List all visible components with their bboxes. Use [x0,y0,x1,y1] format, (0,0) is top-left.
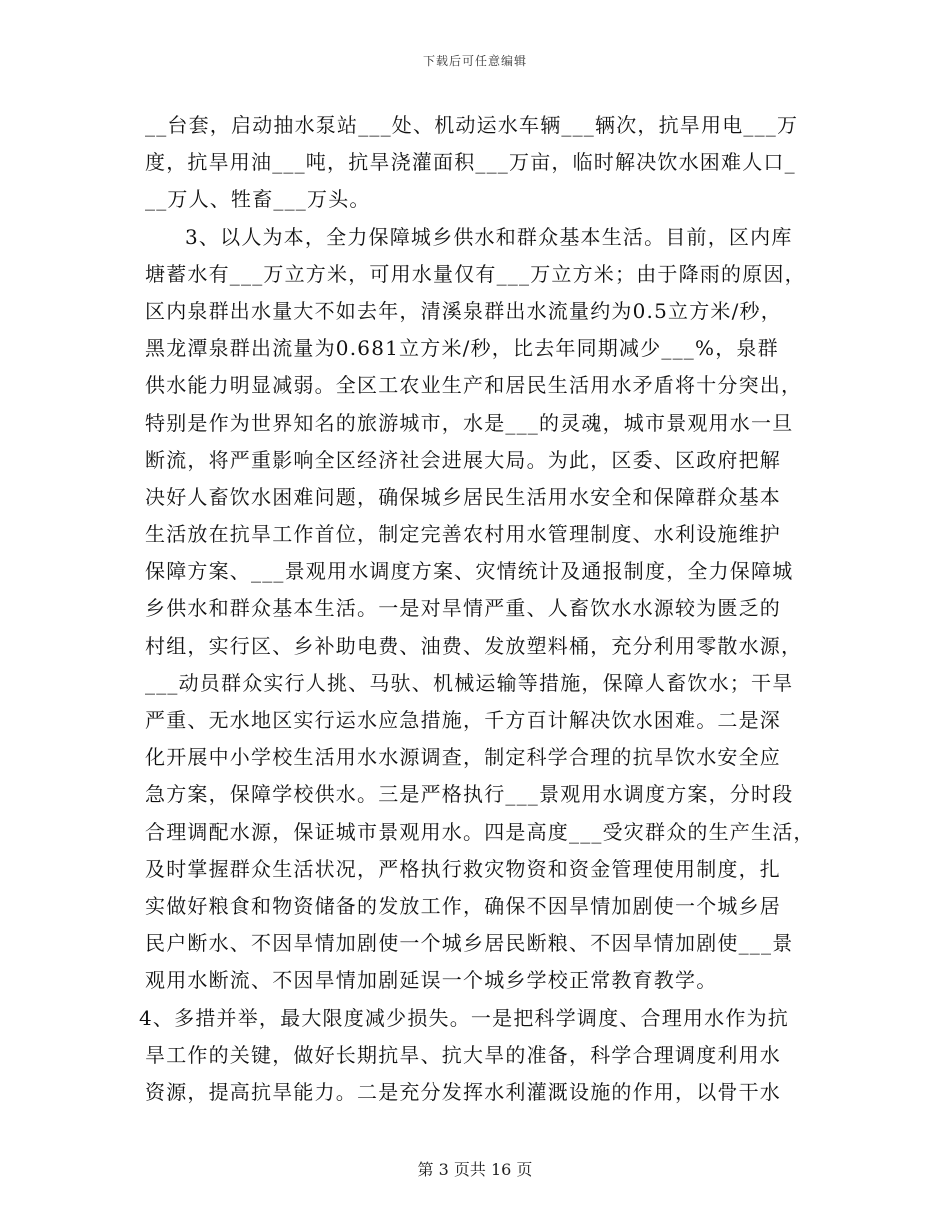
body-line: 观用水断流、不因旱情加剧延误一个城乡学校正常教育教学。 [145,968,718,993]
body-line: 塘蓄水有___万立方米，可用水量仅有___万立方米；由于降雨的原因， [145,261,806,286]
body-line: 实做好粮食和物资储备的发放工作，确保不因旱情加剧使一个城乡居 [145,893,781,918]
paragraph-start-line: 4、多措并举，最大限度减少损失。一是把科学调度、合理用水作为抗 [139,1005,789,1030]
body-line: __万人、牲畜___万头。 [145,187,371,212]
page-number-footer: 第 3 页共 16 页 [417,1160,533,1179]
body-line: 严重、无水地区实行运水应急措施，千方百计解决饮水困难。二是深 [145,708,781,732]
body-line: 资源，提高抗旱能力。二是充分发挥水利灌溉设施的作用，以骨干水 [145,1079,781,1104]
body-line: 区内泉群出水量大不如去年，清溪泉群出水流量约为0.5立方米/秒， [145,298,782,323]
page-header: 下载后可任意编辑 [422,54,527,68]
body-line: 生活放在抗旱工作首位，制定完善农村用水管理制度、水利设施维护 [145,522,781,547]
body-line: 断流，将严重影响全区经济社会进展大局。为此，区委、区政府把解 [145,447,781,472]
body-line: 及时掌握群众生活状况，严格执行救灾物资和资金管理使用制度，扎 [145,856,781,881]
body-line: 特别是作为世界知名的旅游城市，水是___的灵魂，城市景观用水一旦 [145,410,794,435]
body-line: 化开展中小学校生活用水水源调查，制定科学合理的抗旱饮水安全应 [145,745,781,770]
body-line: 黑龙潭泉群出流量为0.681立方米/秒，比去年同期减少___%，泉群 [145,336,779,361]
body-line: __台套，启动抽水泵站___处、机动运水车辆___辆次，抗旱用电___万 [145,113,799,137]
body-line: 旱工作的关键，做好长期抗旱、抗大旱的准备，科学合理调度利用水 [145,1042,781,1067]
body-line: 供水能力明显减弱。全区工农业生产和居民生活用水矛盾将十分突出， [145,373,803,398]
body-line: 村组，实行区、乡补助电费、油费、发放塑料桶，充分利用零散水源， [145,633,803,658]
body-line: 保障方案、___景观用水调度方案、灾情统计及通报制度，全力保障城 [145,559,794,584]
body-line: 决好人畜饮水困难问题，确保城乡居民生活用水安全和保障群众基本 [145,484,781,509]
body-line: 合理调配水源，保证城市景观用水。四是高度___受灾群众的生产生活， [145,819,815,844]
document-body [139,107,825,1111]
body-line: 度，抗旱用油___吨，抗旱浇灌面积___万亩，临时解决饮水困难人口_ [145,150,796,175]
body-line: ___动员群众实行人挑、马驮、机械运输等措施，保障人畜饮水；干旱 [145,670,794,695]
paragraph-start-line: 3、以人为本，全力保障城乡供水和群众基本生活。目前，区内库 [185,224,793,249]
body-line: 乡供水和群众基本生活。一是对旱情严重、人畜饮水水源较为匮乏的 [145,596,781,621]
body-line: 民户断水、不因旱情加剧使一个城乡居民断粮、不因旱情加剧使___景 [145,931,794,956]
body-line: 急方案，保障学校供水。三是严格执行___景观用水调度方案，分时段 [145,782,794,807]
